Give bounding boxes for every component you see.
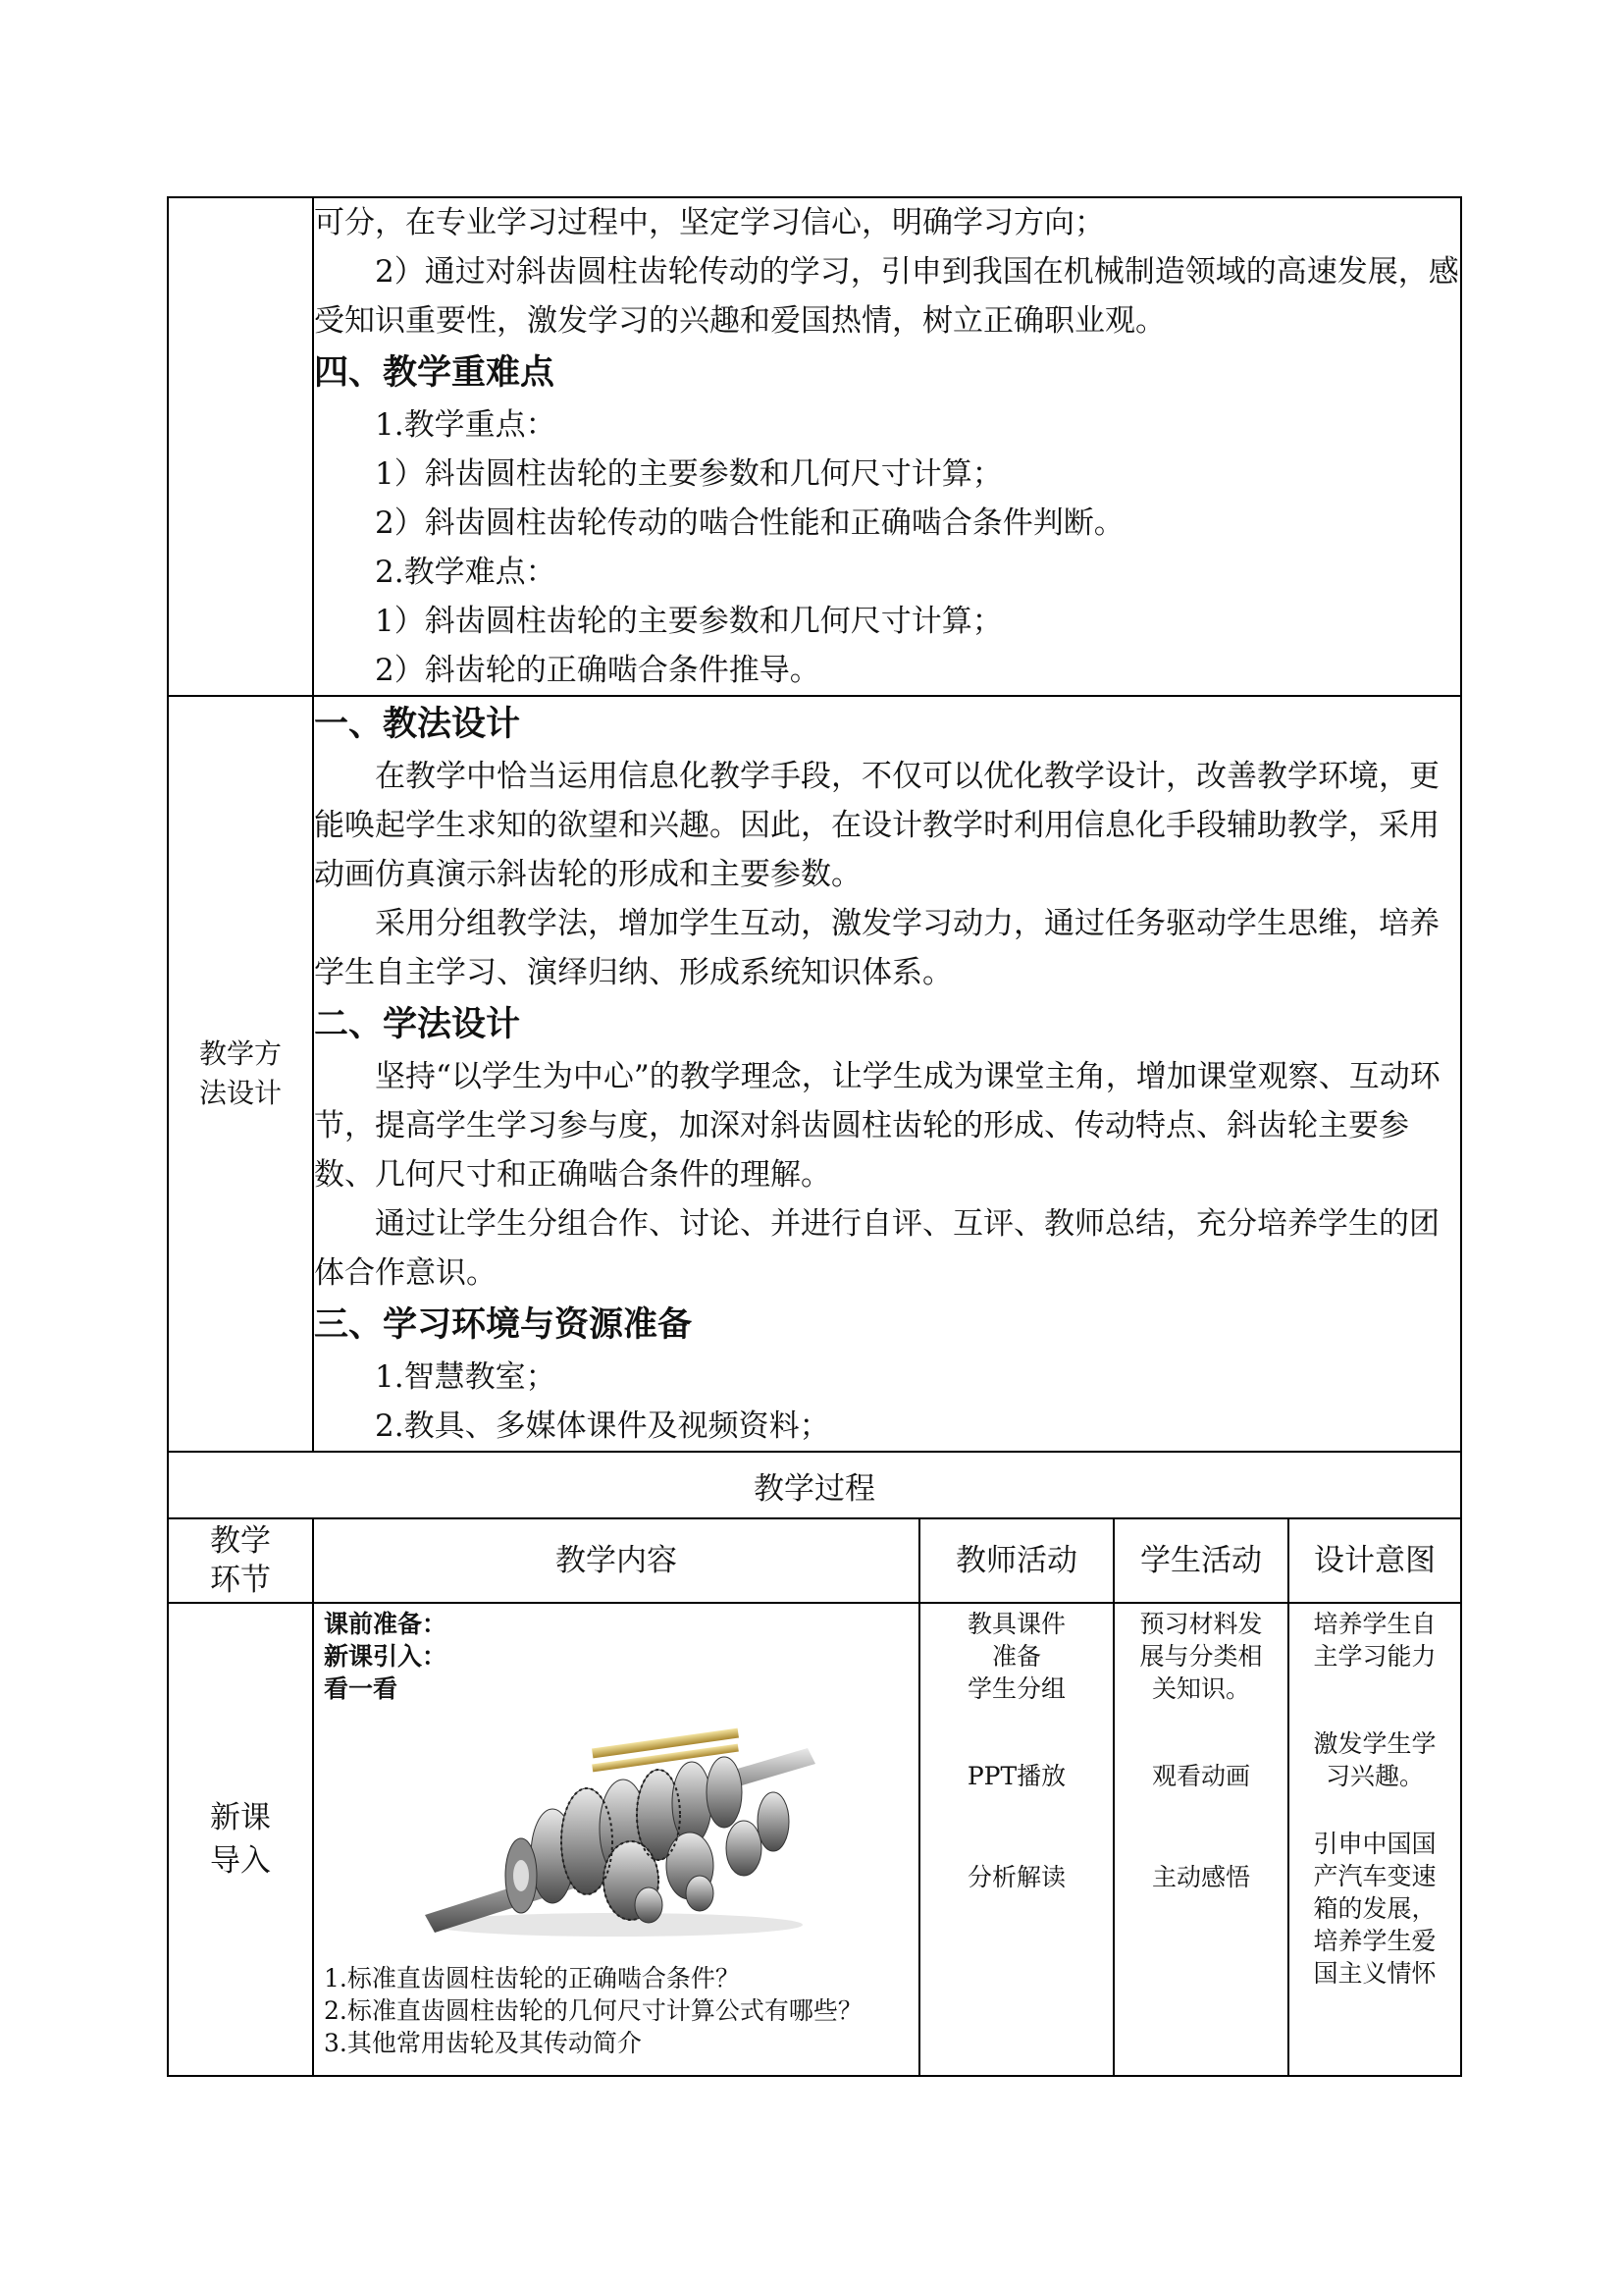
header-section <box>168 1518 313 1603</box>
process-title: 教学过程 <box>168 1452 1461 1518</box>
methods-label-text: 教学方法设计 <box>198 1037 282 1109</box>
intro-student <box>1114 1603 1288 2076</box>
intent-patriotism: 引申中国国产汽车变速箱的发展，培养学生爱国主义情怀 <box>1313 1830 1437 1988</box>
difficult-item-2: 2）斜齿轮的正确啮合条件推导。 <box>375 653 820 688</box>
gearbox-image <box>324 1705 909 1962</box>
row-process-title <box>168 1452 1461 1518</box>
resource-1: 1.智慧教室； <box>375 1359 556 1395</box>
methods-label <box>168 696 313 1452</box>
question-2: 2.标准直齿圆柱齿轮的几何尺寸计算公式有哪些？ <box>324 1996 863 2025</box>
intro-content <box>313 1603 919 2076</box>
teacher-analyze: 分析解读 <box>967 1863 1066 1891</box>
header-section-text: 教学环节 <box>210 1523 271 1598</box>
teacher-prep: 教具课件准备 <box>967 1610 1066 1671</box>
header-student: 学生活动 <box>1114 1518 1288 1603</box>
methods-content <box>313 696 1461 1452</box>
header-intent: 设计意图 <box>1288 1518 1461 1603</box>
difficult-label: 2.教学难点： <box>375 555 556 590</box>
student-preview: 预习材料发展与分类相关知识。 <box>1139 1610 1263 1703</box>
heading-teaching-method: 一、教法设计 <box>314 705 521 744</box>
teacher-ppt: PPT播放 <box>967 1762 1067 1790</box>
header-teacher: 教师活动 <box>919 1518 1114 1603</box>
intent-self-study: 培养学生自主学习能力 <box>1313 1610 1437 1671</box>
intro-label-text: 新课导入 <box>210 1800 271 1879</box>
row-methods <box>168 696 1461 1452</box>
intro-label <box>168 1603 313 2076</box>
content-prep: 课前准备： <box>324 1610 447 1638</box>
key-item-2: 2）斜齿圆柱齿轮传动的啮合性能和正确啮合条件判断。 <box>375 505 1125 541</box>
intro-intent <box>1288 1603 1461 2076</box>
heading-key-difficult: 四、教学重难点 <box>314 353 555 393</box>
content-look: 看一看 <box>324 1674 398 1703</box>
method-para-4: 通过让学生分组合作、讨论、并进行自评、互评、教师总结，充分培养学生的团体合作意识。 <box>314 1206 1440 1291</box>
row-headers <box>168 1518 1461 1603</box>
resource-2: 2.教具、多媒体课件及视频资料； <box>375 1408 830 1444</box>
method-para-2: 采用分组教学法，增加学生互动，激发学习动力，通过任务驱动学生思维，培养学生自主学习、演绎归纳、形成系统知识体系。 <box>314 906 1440 990</box>
lesson-plan-table <box>167 196 1462 2077</box>
difficult-item-1: 1）斜齿圆柱齿轮的主要参数和几何尺寸计算； <box>375 604 1003 639</box>
student-perceive: 主动感悟 <box>1151 1863 1250 1891</box>
heading-learning-method: 二、学法设计 <box>314 1005 521 1044</box>
teacher-group: 学生分组 <box>967 1674 1066 1703</box>
gearbox-icon <box>405 1719 827 1944</box>
row-goals <box>168 197 1461 696</box>
row-intro <box>168 1603 1461 2076</box>
student-watch: 观看动画 <box>1151 1762 1250 1790</box>
intent-interest: 激发学生学习兴趣。 <box>1313 1729 1437 1790</box>
question-3: 3.其他常用齿轮及其传动简介 <box>324 2029 642 2057</box>
intro-teacher <box>919 1603 1114 2076</box>
method-para-3: 坚持“以学生为中心”的教学理念，让学生成为课堂主角，增加课堂观察、互动环节，提高学生学习参与度，加深对斜齿圆柱齿轮的形成、传动特点、斜齿轮主要参数、几何尺寸和正确啮合条件的理解。 <box>314 1059 1441 1193</box>
heading-environment: 三、学习环境与资源准备 <box>314 1305 693 1345</box>
question-1: 1.标准直齿圆柱齿轮的正确啮合条件？ <box>324 1964 740 1992</box>
key-label: 1.教学重点： <box>375 407 556 443</box>
goal-line-2: 2）通过对斜齿圆柱齿轮传动的学习，引申到我国在机械制造领域的高速发展，感受知识重要性，激发学习的兴趣和爱国热情，树立正确职业观。 <box>314 254 1459 339</box>
method-para-1: 在教学中恰当运用信息化教学手段，不仅可以优化教学设计，改善教学环境，更能唤起学生求知的欲望和兴趣。因此，在设计教学时利用信息化手段辅助教学，采用动画仿真演示斜齿轮的形成和主要参数。 <box>314 759 1440 892</box>
row-goals-label <box>168 197 313 696</box>
content-intro: 新课引入： <box>324 1642 447 1671</box>
row-goals-content <box>313 197 1461 696</box>
goal-line-1: 可分，在专业学习过程中，坚定学习信心，明确学习方向； <box>314 205 1105 240</box>
key-item-1: 1）斜齿圆柱齿轮的主要参数和几何尺寸计算； <box>375 456 1003 492</box>
header-content: 教学内容 <box>313 1518 919 1603</box>
